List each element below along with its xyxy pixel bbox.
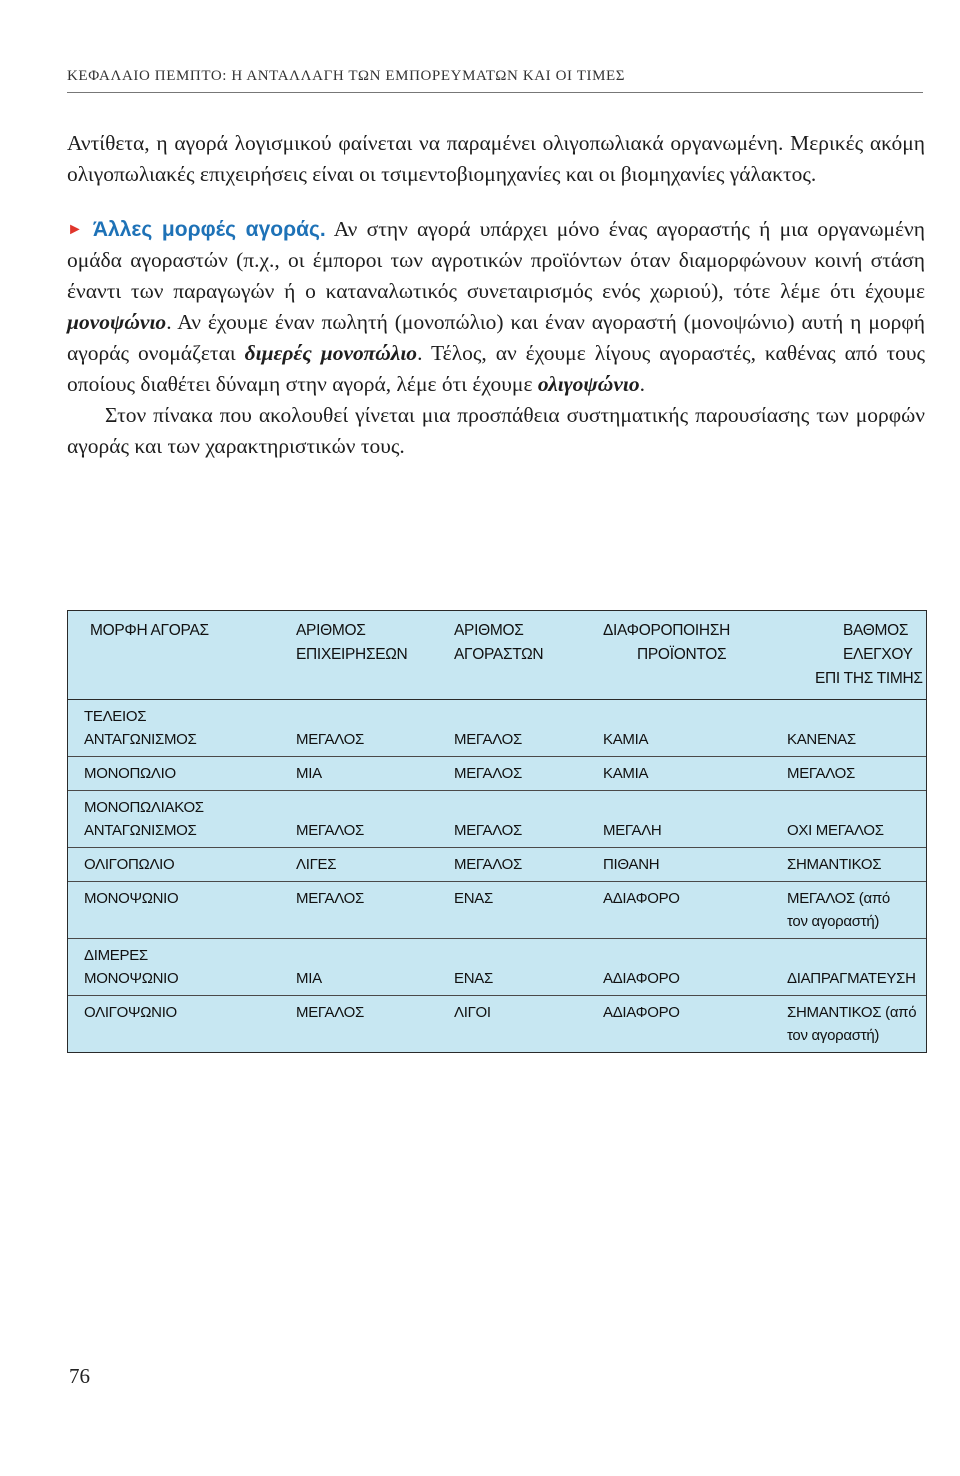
cell-market-form (68, 700, 296, 757)
page-number: 76 (69, 1364, 90, 1388)
term-oligopsony: ολιγοψώνιο (537, 372, 640, 396)
cell-firms: ΜΕΓΑΛΟΣ (296, 791, 454, 848)
cell-market-form: ΟΛΙΓΟΨΩΝΙΟ (68, 996, 296, 1053)
paragraph-2-text-b: . Αν έχουμε έναν πωλητή (μονοπώλιο) και έναν αγοραστή (μονοψώνιο) αυτή η μορφή αγοράς ονομάζεται (67, 310, 925, 365)
table-row (68, 757, 926, 791)
cell-differentiation: ΠΙΘΑΝΗ (603, 848, 787, 882)
cell-buyers: ΜΕΓΑΛΟΣ (454, 848, 603, 882)
cell-text: ΜΕΓΑΛΟΣ (από (787, 890, 890, 907)
table-row (68, 848, 926, 882)
header-text: ΑΡΙΘΜΟΣ (296, 622, 366, 639)
running-header: ΚΕΦΑΛΑΙΟ ΠΕΜΠΤΟ: Η ΑΝΤΑΛΛΑΓΗ ΤΩΝ ΕΜΠΟΡΕΥΜΑΤΩΝ ΚΑΙ ΟΙ ΤΙΜΕΣ (67, 68, 923, 93)
table-row (68, 791, 926, 848)
cell-buyers: ΕΝΑΣ (454, 882, 603, 939)
paragraph-3: Στον πίνακα που ακολουθεί γίνεται μια προσπάθεια συστηματικής παρουσίασης των μορφών αγοράς και των χαρακτηριστικών τους. (67, 403, 925, 458)
cell-market-form (68, 791, 296, 848)
cell-price-control: ΜΕΓΑΛΟΣ (787, 757, 926, 791)
header-text: ΕΛΕΓΧΟΥ (843, 646, 913, 663)
cell-text: ΔΙΜΕΡΕΣ (84, 947, 148, 964)
cell-differentiation: ΑΔΙΑΦΟΡΟ (603, 939, 787, 996)
cell-text: ΜΟΝΟΨΩΝΙΟ (84, 970, 179, 987)
term-bilateral-monopoly: διμερές μονοπώλιο (244, 341, 418, 365)
header-text: ΑΡΙΘΜΟΣ (454, 622, 524, 639)
table-row (68, 939, 926, 996)
cell-market-form: ΜΟΝΟΨΩΝΙΟ (68, 882, 296, 939)
market-forms-table (67, 610, 927, 1053)
cell-text: ΑΝΤΑΓΩΝΙΣΜΟΣ (84, 822, 197, 839)
header-text: ΔΙΑΦΟΡΟΠΟΙΗΣΗ (603, 622, 730, 639)
paragraph-2-text-c: . Τέλος, αν έχουμε λίγους αγοραστές, καθένας από τους οποίους διαθέτει δύναμη στην αγορά, λέμε ότι έχουμε (67, 341, 925, 396)
cell-differentiation: ΑΔΙΑΦΟΡΟ (603, 996, 787, 1053)
header-number-of-firms (296, 611, 454, 699)
cell-text: ΜΟΝΟΠΩΛΙΑΚΟΣ (84, 799, 204, 816)
header-number-of-buyers (454, 611, 603, 699)
paragraph-1: Αντίθετα, η αγορά λογισμικού φαίνεται να παραμένει ολιγοπωλιακά οργανωμένη. Μερικές ακόμη ολιγοπωλιακές επιχειρήσεις είναι οι τσιμεντοβιομηχανίες και οι βιομηχανίες γάλακτος. (67, 131, 925, 186)
cell-differentiation: ΚΑΜΙΑ (603, 757, 787, 791)
cell-market-form: ΜΟΝΟΠΩΛΙΟ (68, 757, 296, 791)
cell-differentiation: ΑΔΙΑΦΟΡΟ (603, 882, 787, 939)
cell-text: ΣΗΜΑΝΤΙΚΟΣ (από (787, 1004, 917, 1021)
header-text: ΒΑΘΜΟΣ (843, 622, 909, 639)
cell-buyers: ΜΕΓΑΛΟΣ (454, 731, 522, 748)
cell-price-control (787, 882, 926, 939)
cell-firms: ΜΕΓΑΛΟΣ (296, 882, 454, 939)
header-text: ΕΠΙ ΤΗΣ ΤΙΜΗΣ (815, 670, 923, 687)
cell-price-control (787, 996, 926, 1053)
cell-differentiation: ΚΑΜΙΑ (603, 731, 649, 748)
paragraph-2-text-a: Αν στην αγορά υπάρχει μόνο ένας αγοραστής ή μια οργανωμένη ομάδα αγοραστών (π.χ., οι έμποροι των αγροτικών προϊόντων όταν διαμορφώνουν κοινή στάση έναντι των παραγωγών ή ο καταναλωτικός συνεταιρισμός ενός χωριού), τότε λέμε ότι έχουμε (67, 217, 925, 303)
cell-text: ΑΝΤΑΓΩΝΙΣΜΟΣ (84, 731, 197, 748)
cell-market-form (68, 939, 296, 996)
cell-firms: ΜΙΑ (296, 939, 454, 996)
cell-price-control: ΚΑΝΕΝΑΣ (787, 731, 856, 748)
cell-differentiation: ΜΕΓΑΛΗ (603, 791, 787, 848)
cell-market-form: ΟΛΙΓΟΠΩΛΙΟ (68, 848, 296, 882)
cell-price-control: ΔΙΑΠΡΑΓΜΑΤΕΥΣΗ (787, 939, 926, 996)
triangle-bullet-icon: ► (67, 221, 83, 238)
paragraph-2-text-d: . (639, 372, 645, 396)
cell-price-control: ΟΧΙ ΜΕΓΑΛΟΣ (787, 791, 926, 848)
header-text: ΕΠΙΧΕΙΡΗΣΕΩΝ (296, 646, 408, 663)
body-text (67, 128, 925, 462)
table-header-row (68, 611, 926, 699)
header-text: ΑΓΟΡΑΣΤΩΝ (454, 646, 544, 663)
cell-price-control: ΣΗΜΑΝΤΙΚΟΣ (787, 848, 926, 882)
header-product-differentiation (603, 611, 787, 699)
table-row (68, 700, 926, 757)
table-row (68, 996, 926, 1053)
header-text: ΠΡΟΪΟΝΤΟΣ (637, 646, 727, 663)
cell-buyers: ΜΕΓΑΛΟΣ (454, 757, 603, 791)
cell-text: τον αγοραστή) (787, 1027, 880, 1044)
header-price-control (787, 611, 926, 699)
cell-firms: ΜΕΓΑΛΟΣ (296, 996, 454, 1053)
cell-buyers: ΕΝΑΣ (454, 939, 603, 996)
table-row (68, 882, 926, 939)
cell-buyers: ΛΙΓΟΙ (454, 996, 603, 1053)
paragraph-2 (67, 214, 925, 400)
cell-text: ΤΕΛΕΙΟΣ (84, 708, 147, 725)
cell-text: τον αγοραστή) (787, 913, 880, 930)
term-monopsony: μονοψώνιο (67, 310, 167, 334)
cell-buyers: ΜΕΓΑΛΟΣ (454, 791, 603, 848)
section-subheading: Άλλες μορφές αγοράς. (92, 218, 326, 241)
cell-firms: ΜΙΑ (296, 757, 454, 791)
header-market-form: ΜΟΡΦΗ ΑΓΟΡΑΣ (90, 622, 209, 639)
cell-firms: ΛΙΓΕΣ (296, 848, 454, 882)
cell-firms: ΜΕΓΑΛΟΣ (296, 731, 364, 748)
